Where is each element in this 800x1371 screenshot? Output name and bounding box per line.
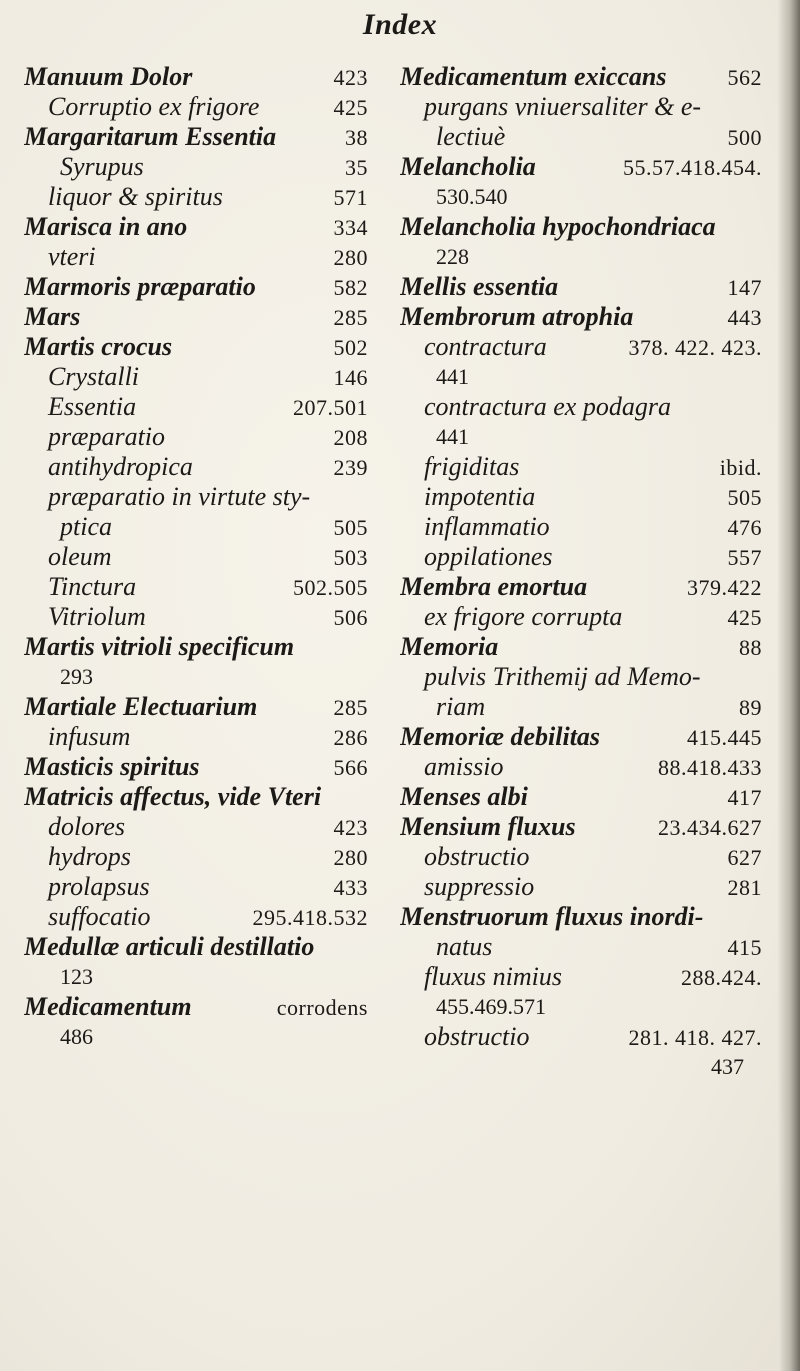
index-entry [24, 302, 368, 332]
index-page-ref: 502 [333, 335, 368, 360]
index-page-ref: 208 [333, 425, 368, 450]
index-page-ref: 506 [333, 605, 368, 630]
index-term: frigiditas [424, 452, 520, 481]
index-entry [400, 872, 762, 902]
index-page-ref: 285 [333, 695, 368, 720]
index-entry [24, 842, 368, 872]
index-page-ref: 433 [333, 875, 368, 900]
index-entry [24, 422, 368, 452]
index-entry [24, 602, 368, 632]
index-page-ref: 288.424. [681, 965, 762, 990]
index-term: prolapsus [48, 872, 150, 901]
index-term: natus [436, 932, 493, 961]
index-term: Crystalli [48, 362, 140, 391]
index-term: Tinctura [48, 572, 137, 601]
index-page-ref: 562 [727, 65, 762, 90]
index-entry [400, 92, 762, 122]
index-term: Martis crocus [24, 332, 173, 361]
index-term: contractura ex podagra [424, 392, 671, 421]
index-term: Membra emortua [400, 572, 588, 601]
index-entry [400, 842, 762, 872]
page-header: Index [362, 8, 438, 41]
index-page-ref: 281. 418. 427. [628, 1025, 762, 1050]
index-term: Menses albi [400, 782, 528, 811]
index-term: impotentia [424, 482, 536, 511]
index-entry [24, 932, 368, 962]
index-page-ref: 415.445 [687, 725, 762, 750]
index-entry [24, 212, 368, 242]
index-entry [24, 242, 368, 272]
index-page-ref: 502.505 [293, 575, 368, 600]
index-term: contractura [424, 332, 547, 361]
index-term: dolores [48, 812, 126, 841]
index-entry [400, 782, 762, 812]
index-page-ref: 280 [333, 845, 368, 870]
index-term: liquor & spiritus [48, 182, 223, 211]
index-entry [24, 632, 368, 662]
index-page-ref: ibid. [719, 455, 762, 480]
index-page-ref: 505 [727, 485, 762, 510]
right-column [400, 62, 762, 1082]
index-term: suppressio [424, 872, 535, 901]
index-term: Martiale Electuarium [24, 692, 258, 721]
index-page-ref: 627 [727, 845, 762, 870]
index-entry [400, 572, 762, 602]
index-entry [24, 182, 368, 212]
index-term: antihydropica [48, 452, 193, 481]
index-continuation: 530.540 [436, 184, 508, 209]
index-page-ref: 423 [333, 815, 368, 840]
index-entry [400, 512, 762, 542]
index-term: Membrorum atrophia [400, 302, 634, 331]
index-page-ref: 417 [727, 785, 762, 810]
index-entry [400, 392, 762, 422]
index-entry [24, 392, 368, 422]
index-term: infusum [48, 722, 131, 751]
index-entry [400, 122, 762, 152]
index-entry [400, 962, 762, 992]
index-page-ref: 89 [739, 695, 762, 720]
index-page-ref: 88.418.433 [658, 755, 762, 780]
index-page-ref: 147 [727, 275, 762, 300]
page-edge [778, 0, 800, 1371]
index-term: Manuum Dolor [24, 62, 193, 91]
index-page-ref: 505 [333, 515, 368, 540]
index-page-ref: 146 [333, 365, 368, 390]
index-page-ref: 443 [727, 305, 762, 330]
index-continuation: 486 [60, 1024, 93, 1049]
index-term: Mensium fluxus [400, 812, 576, 841]
index-entry [400, 1022, 762, 1052]
index-entry [400, 722, 762, 752]
index-term: obstructio [424, 1022, 530, 1051]
index-term: Melancholia [400, 152, 536, 181]
index-entry [24, 782, 368, 812]
index-entry [400, 452, 762, 482]
index-continuation: 293 [60, 664, 93, 689]
index-entry [400, 212, 762, 242]
index-entry [24, 722, 368, 752]
index-term: Mellis essentia [400, 272, 559, 301]
index-page-ref: 280 [333, 245, 368, 270]
index-page-ref: 378. 422. 423. [628, 335, 762, 360]
index-entry [24, 92, 368, 122]
index-term: Memoria [400, 632, 499, 661]
index-term: ptica [60, 512, 112, 541]
index-page-ref: 379.422 [687, 575, 762, 600]
index-continuation: 441 [436, 424, 469, 449]
index-entry [400, 542, 762, 572]
index-entry [400, 662, 762, 692]
index-page-ref: 35 [345, 155, 368, 180]
index-page-ref: 571 [333, 185, 368, 210]
index-term: riam [436, 692, 486, 721]
index-entry [400, 902, 762, 932]
index-entry [24, 122, 368, 152]
index-term: Matricis affectus, vide Vteri [24, 782, 322, 811]
index-page-ref: 295.418.532 [252, 905, 368, 930]
index-entry [400, 272, 762, 302]
index-term: Essentia [48, 392, 137, 421]
index-entry [24, 62, 368, 92]
index-term: amissio [424, 752, 504, 781]
index-entry [24, 572, 368, 602]
index-term: hydrops [48, 842, 131, 871]
index-page-ref: 334 [333, 215, 368, 240]
index-entry [24, 332, 368, 362]
index-term: ex frigore corrupta [424, 602, 623, 631]
index-term: oppilationes [424, 542, 553, 571]
index-term: præparatio in virtute sty- [48, 482, 311, 511]
index-term: suffocatio [48, 902, 151, 931]
index-entry [24, 902, 368, 932]
index-term: fluxus nimius [424, 962, 562, 991]
index-entry [400, 602, 762, 632]
index-entry [24, 512, 368, 542]
index-entry [24, 752, 368, 782]
index-term: Corruptio ex frigore [48, 92, 260, 121]
index-entry [24, 542, 368, 572]
index-entry [24, 272, 368, 302]
index-term: Medicamentum [24, 992, 192, 1021]
index-page-ref: 423 [333, 65, 368, 90]
index-page-ref: 239 [333, 455, 368, 480]
index-term: Masticis spiritus [24, 752, 200, 781]
index-entry [24, 362, 368, 392]
page-number: 437 [711, 1054, 744, 1079]
index-entry [400, 482, 762, 512]
index-page-ref: 476 [727, 515, 762, 540]
index-term: Memoriæ debilitas [400, 722, 601, 751]
index-entry [24, 812, 368, 842]
index-term: Menstruorum fluxus inordi- [400, 902, 704, 931]
index-entry [24, 992, 368, 1022]
index-page-ref: 55.57.418.454. [623, 155, 762, 180]
index-term: obstructio [424, 842, 530, 871]
index-entry [24, 872, 368, 902]
index-page-ref: 582 [333, 275, 368, 300]
index-entry [400, 632, 762, 662]
index-entry [400, 812, 762, 842]
index-entry [400, 332, 762, 362]
index-entry [24, 692, 368, 722]
index-term: Marmoris præparatio [24, 272, 256, 301]
index-page-ref: 38 [345, 125, 368, 150]
index-term: pulvis Trithemij ad Memo- [424, 662, 701, 691]
index-term: inflammatio [424, 512, 550, 541]
index-entry [400, 152, 762, 182]
index-term: Margaritarum Essentia [24, 122, 277, 151]
left-column [24, 62, 368, 1052]
index-entry [400, 932, 762, 962]
index-page-ref: 88 [739, 635, 762, 660]
index-page-ref: 415 [727, 935, 762, 960]
index-entry [400, 692, 762, 722]
index-term: Marisca in ano [24, 212, 188, 241]
index-term: purgans vniuersaliter & e- [424, 92, 702, 121]
index-page-ref: 557 [727, 545, 762, 570]
index-entry [24, 452, 368, 482]
index-page-ref: corrodens [276, 995, 368, 1020]
index-entry [400, 62, 762, 92]
index-continuation: 228 [436, 244, 469, 269]
index-term: Syrupus [60, 152, 144, 181]
index-entry [400, 302, 762, 332]
index-page-ref: 207.501 [293, 395, 368, 420]
index-term: lectiuè [436, 122, 506, 151]
index-continuation: 441 [436, 364, 469, 389]
index-page-ref: 23.434.627 [658, 815, 762, 840]
index-term: Medicamentum exiccans [400, 62, 667, 91]
index-page-ref: 500 [727, 125, 762, 150]
index-entry [400, 752, 762, 782]
index-page-ref: 425 [727, 605, 762, 630]
index-page-ref: 503 [333, 545, 368, 570]
index-term: oleum [48, 542, 112, 571]
index-term: vteri [48, 242, 96, 271]
index-entry [24, 152, 368, 182]
index-page-ref: 285 [333, 305, 368, 330]
index-page-ref: 281 [727, 875, 762, 900]
index-term: Vitriolum [48, 602, 146, 631]
index-page-ref: 425 [333, 95, 368, 120]
index-term: præparatio [48, 422, 166, 451]
index-page-ref: 286 [333, 725, 368, 750]
index-page-ref: 566 [333, 755, 368, 780]
index-term: Melancholia hypochondriaca [400, 212, 716, 241]
index-term: Mars [24, 302, 81, 331]
index-term: Martis vitrioli specificum [24, 632, 295, 661]
index-entry [24, 482, 368, 512]
index-term: Medullæ articuli destillatio [24, 932, 315, 961]
index-continuation: 455.469.571 [436, 994, 546, 1019]
index-continuation: 123 [60, 964, 93, 989]
